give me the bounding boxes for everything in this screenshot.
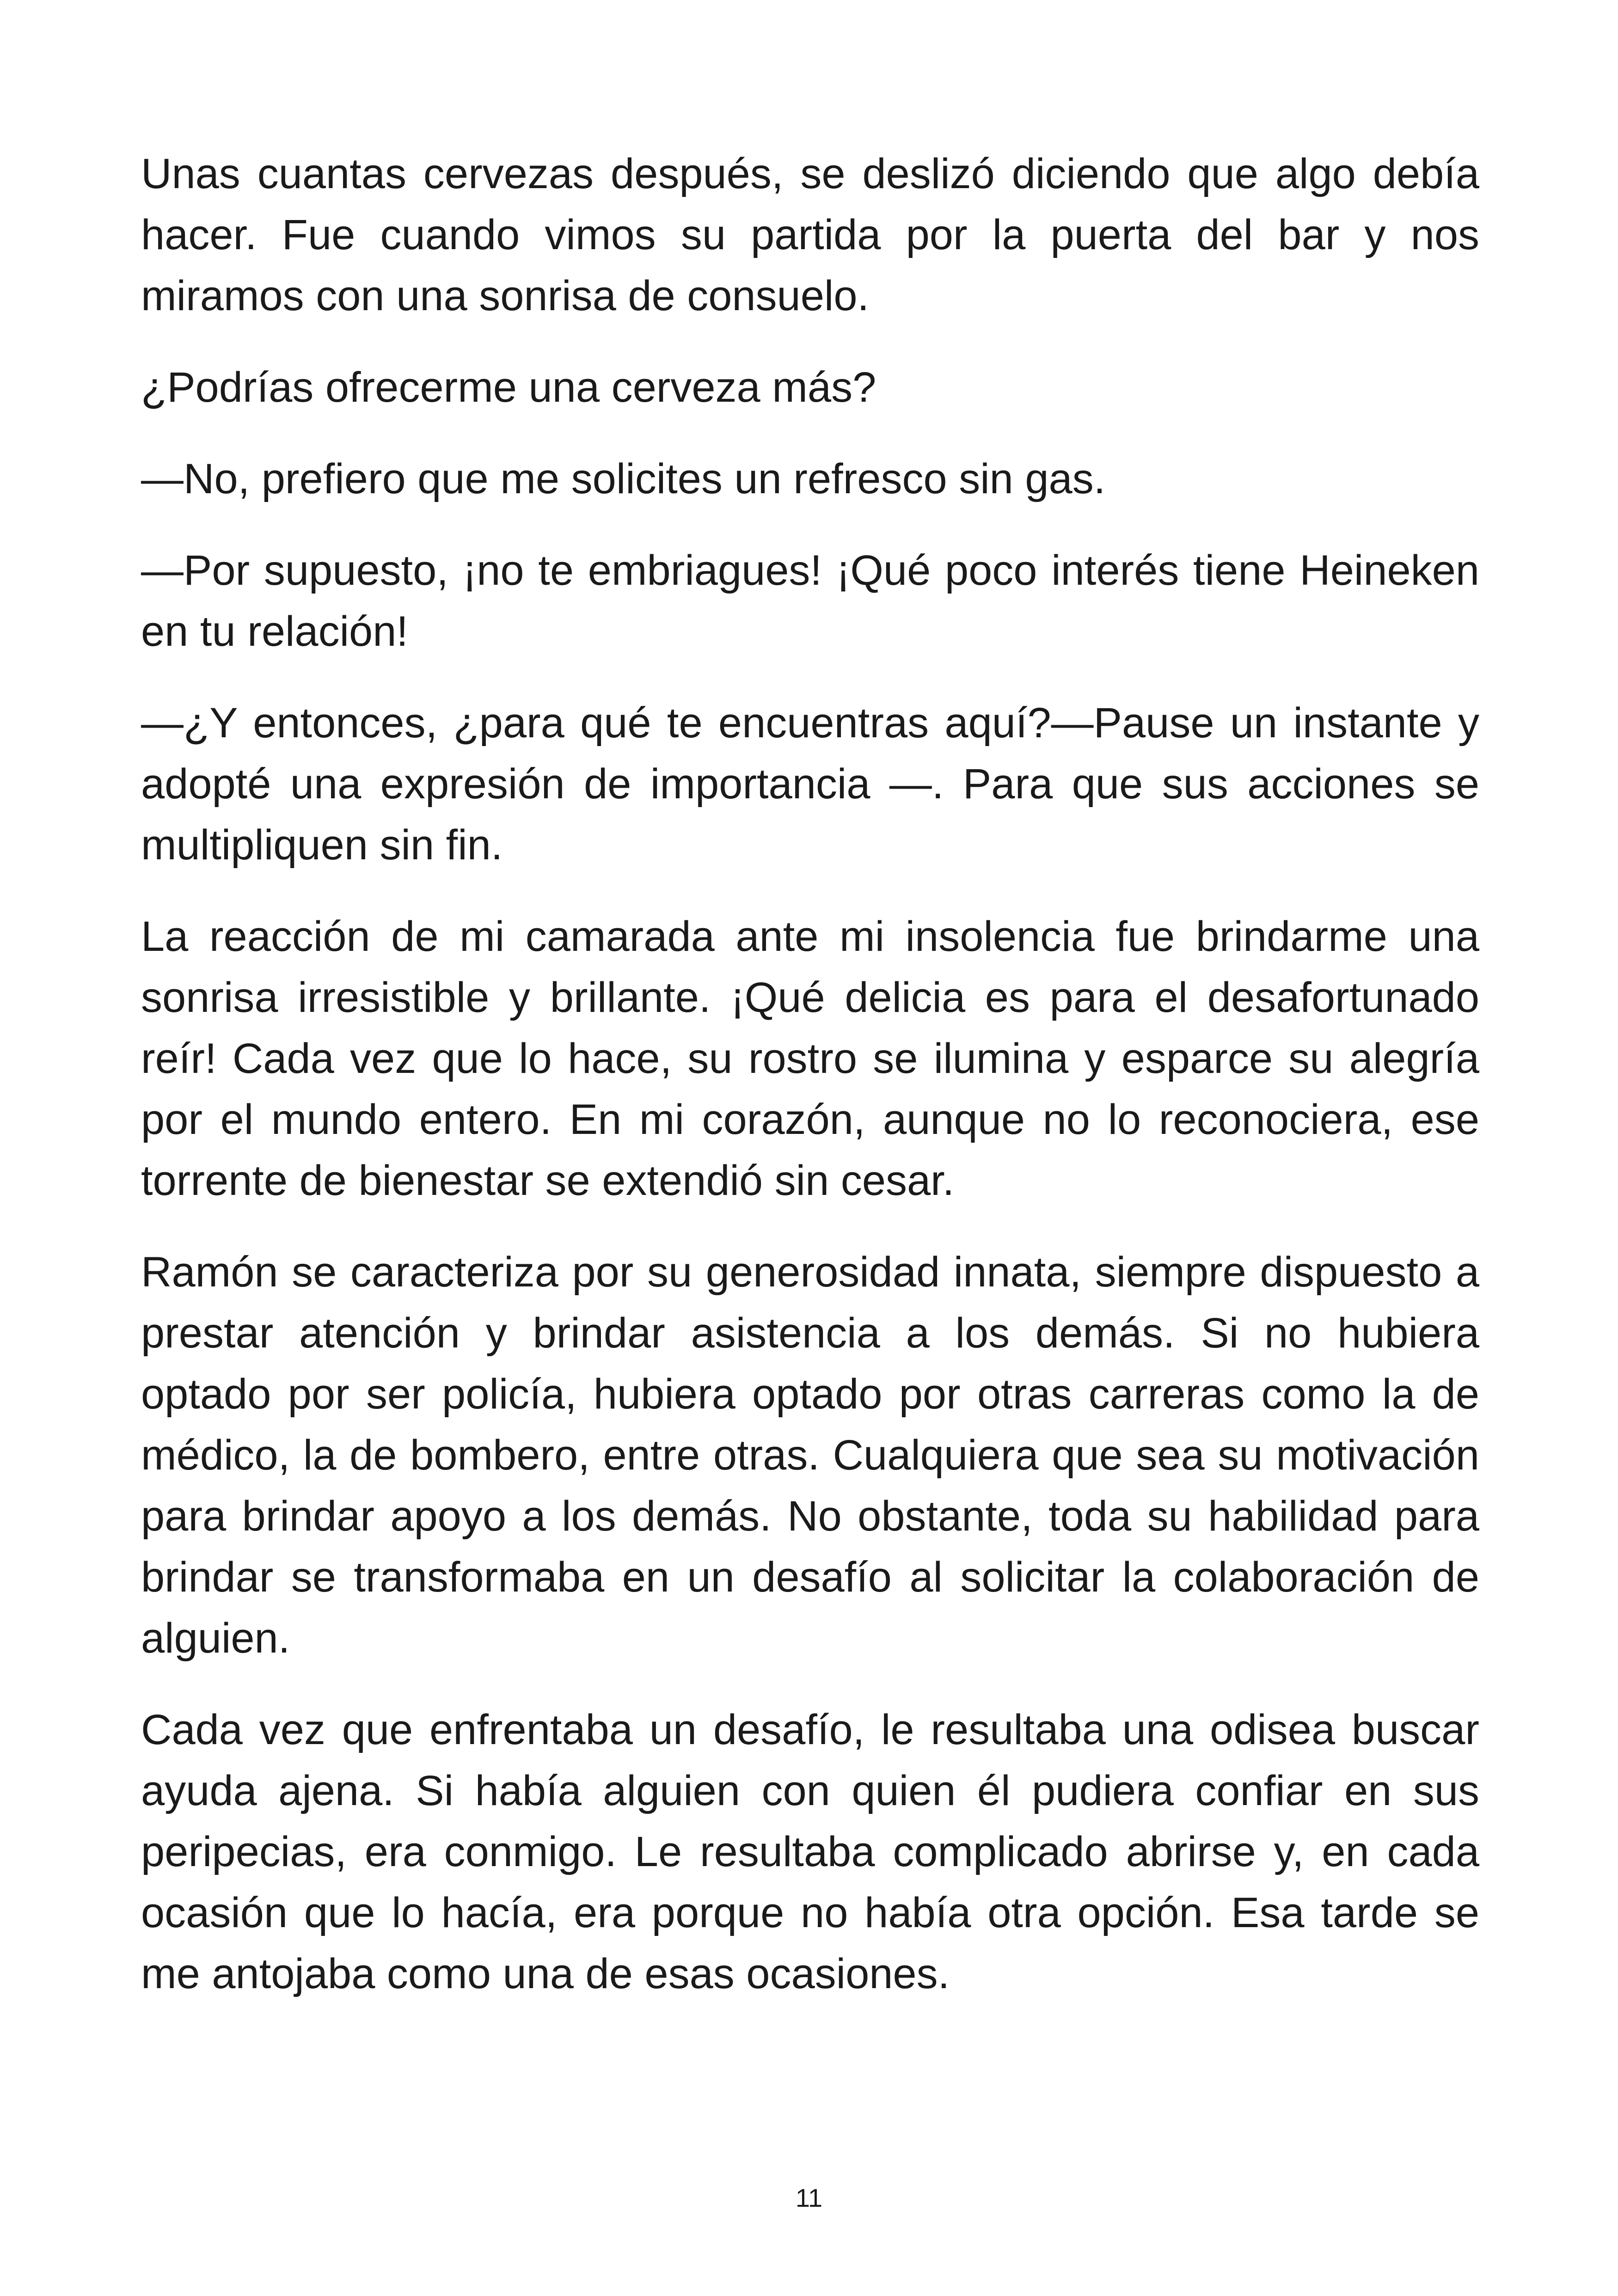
paragraph: Unas cuantas cervezas después, se deslizó diciendo que algo debía hacer. Fue cuando vimos su partida por la puerta del bar y nos miramos con una sonrisa de consuelo. — [141, 150, 1479, 319]
page-number: 11 — [795, 2183, 823, 2212]
paragraph: —No, prefiero que me solicites un refresco sin gas. — [141, 455, 1106, 502]
paragraph: Cada vez que enfrentaba un desafío, le resultaba una odisea buscar ayuda ajena. Si había alguien con quien él pudiera confiar en sus peripecias, era conmigo. Le resultaba complicado abrirse y, en cada ocasión que lo hacía, era porque no había otra opción. Esa tarde se me antojaba como una de esas ocasiones. — [141, 1706, 1479, 1997]
paragraph: Ramón se caracteriza por su generosidad innata, siempre dispuesto a prestar atención y brindar asistencia a los demás. Si no hubiera optado por ser policía, hubiera optado por otras carreras como la de médico, la de bombero, entre otras. Cualquiera que sea su motivación para brindar apoyo a los demás. No obstante, toda su habilidad para brindar se transformaba en un desafío al solicitar la colaboración de alguien. — [141, 1249, 1479, 1662]
paragraph: ¿Podrías ofrecerme una cerveza más? — [141, 364, 876, 411]
paragraph: —Por supuesto, ¡no te embriagues! ¡Qué poco interés tiene Heineken en tu relación! — [141, 547, 1479, 655]
body-text — [141, 143, 1479, 2035]
paragraph: —¿Y entonces, ¿para qué te encuentras aquí?—Pause un instante y adopté una expresión de importancia —. Para que sus acciones se multipliquen sin fin. — [141, 699, 1479, 869]
paragraph: La reacción de mi camarada ante mi insolencia fue brindarme una sonrisa irresistible y brillante. ¡Qué delicia es para el desafortunado reír! Cada vez que lo hace, su rostro se ilumina y esparce su alegría por el mundo entero. En mi corazón, aunque no lo reconociera, ese torrente de bienestar se extendió sin cesar. — [141, 913, 1479, 1204]
